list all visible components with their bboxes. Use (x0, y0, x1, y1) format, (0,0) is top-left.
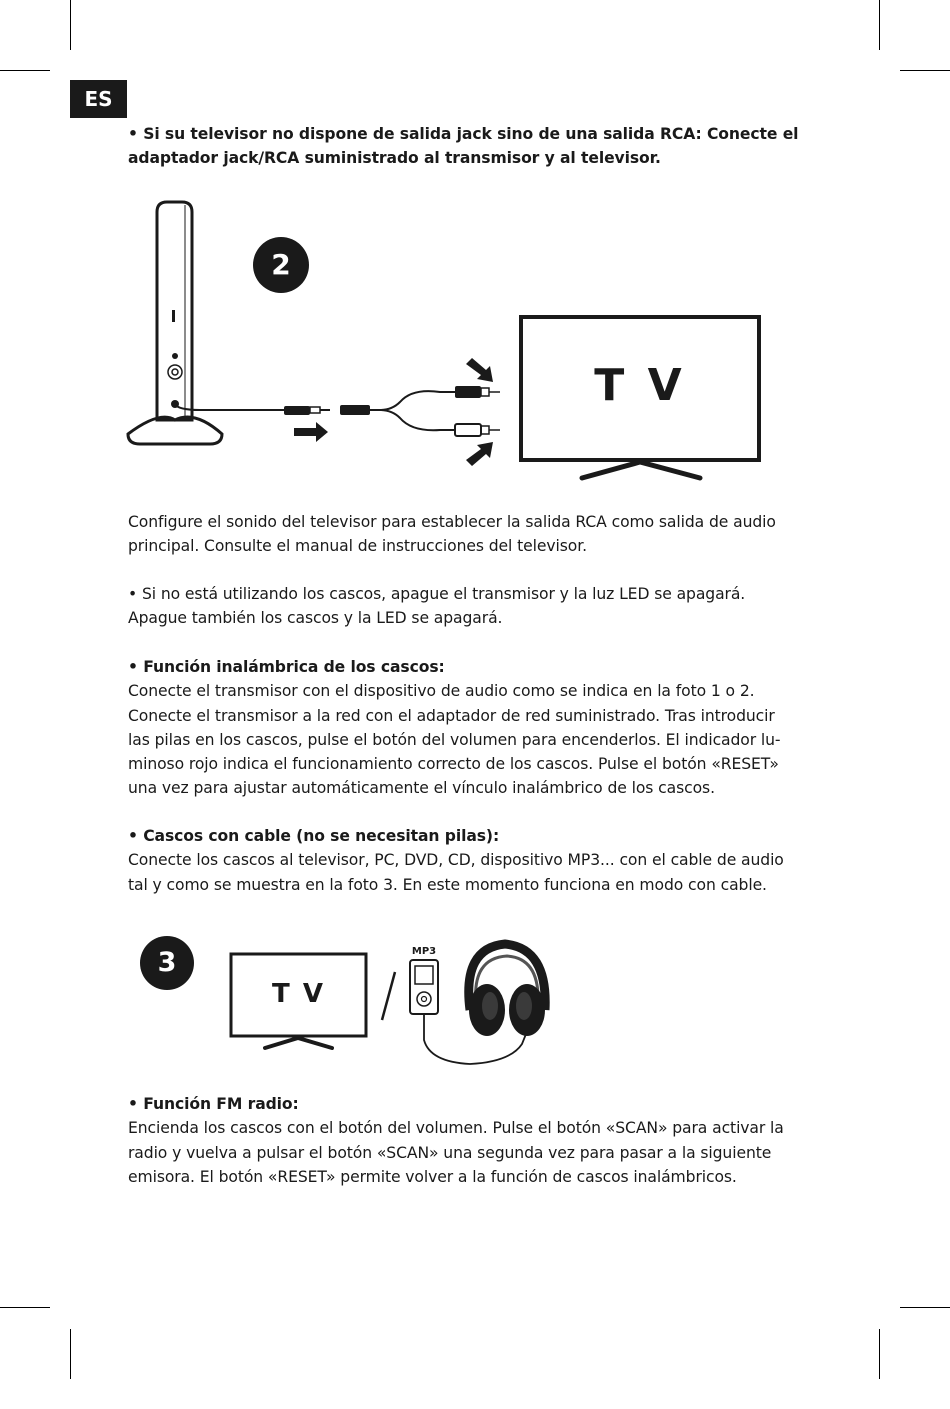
mp3-player-icon (410, 960, 438, 1014)
crop-mark-top-right-vertical (879, 0, 880, 50)
wired-heading: • Cascos con cable (no se necesitan pilas): (128, 827, 500, 845)
intro-line: adaptador jack/RCA suministrado al transmisor y al televisor. (128, 149, 661, 168)
crop-mark-top-right-horizontal (900, 70, 950, 71)
configure-line: Configure el sonido del televisor para establecer la salida RCA como salida de audio (128, 513, 776, 531)
fm-section (128, 1092, 828, 1189)
language-tab: ES (70, 80, 127, 118)
step-3-number: 3 (157, 947, 177, 978)
intro-paragraph (128, 122, 828, 171)
wireless-heading: • Función inalámbrica de los cascos: (128, 658, 445, 676)
crop-mark-top-left-horizontal (0, 70, 50, 71)
crop-mark-bottom-left-horizontal (0, 1307, 50, 1308)
tv-label: T V (594, 360, 686, 411)
wired-line: Conecte los cascos al televisor, PC, DVD, CD, dispositivo MP3... con el cable de audio (128, 851, 784, 870)
wireless-line: Conecte el transmisor con el dispositivo de audio como se indica en la foto 1 o 2. (128, 682, 755, 701)
headphones-icon (469, 944, 545, 1036)
fm-heading: • Función FM radio: (128, 1095, 299, 1113)
wireless-line: las pilas en los cascos, pulse el botón del volumen para encenderlos. El indicador lu- (128, 730, 781, 749)
tv-small-label: T V (272, 979, 325, 1009)
crop-mark-bottom-right-vertical (879, 1329, 880, 1379)
power-off-line: Apague también los cascos y la LED se apagará. (128, 609, 503, 628)
power-off-line: • Si no está utilizando los cascos, apague el transmisor y la luz LED se apagará. (128, 585, 746, 603)
intro-line: • Si su televisor no dispone de salida jack sino de una salida RCA: Conecte el (128, 125, 799, 143)
step-2-number: 2 (271, 248, 291, 281)
mp3-label: MP3 (411, 946, 437, 957)
tv-small-stand (265, 1038, 332, 1048)
arrow-up-right-icon (466, 442, 493, 466)
arrow-right-icon (294, 422, 328, 442)
slash-divider (382, 972, 395, 1020)
figure-2-diagram (0, 190, 950, 490)
fm-line: Encienda los cascos con el botón del volumen. Pulse el botón «SCAN» para activar la (128, 1119, 784, 1138)
crop-mark-bottom-left-vertical (70, 1329, 71, 1379)
transmitter-base (128, 417, 222, 444)
wired-line: tal y como se muestra en la foto 3. En este momento funciona en modo con cable. (128, 875, 767, 894)
wireless-line: minoso rojo indica el funcionamiento correcto de los cascos. Pulse el botón «RESET» (128, 755, 779, 774)
wireless-line: una vez para ajustar automáticamente el vínculo inalámbrico de los cascos. (128, 779, 715, 798)
wireless-line: Conecte el transmisor a la red con el adaptador de red suministrado. Tras introducir (128, 706, 775, 725)
crop-mark-bottom-right-horizontal (900, 1307, 950, 1308)
tv-stand (582, 462, 700, 478)
fm-line: emisora. El botón «RESET» permite volver a la función de cascos inalámbricos. (128, 1167, 737, 1186)
crop-mark-top-left-vertical (70, 0, 71, 50)
wireless-section (128, 655, 828, 801)
arrow-down-right-icon (466, 358, 493, 382)
configure-paragraph (128, 510, 828, 559)
wired-section (128, 824, 828, 897)
configure-line: principal. Consulte el manual de instrucciones del televisor. (128, 537, 587, 556)
power-off-paragraph (128, 582, 828, 631)
fm-line: radio y vuelva a pulsar el botón «SCAN» una segunda vez para pasar a la siguiente (128, 1143, 772, 1162)
